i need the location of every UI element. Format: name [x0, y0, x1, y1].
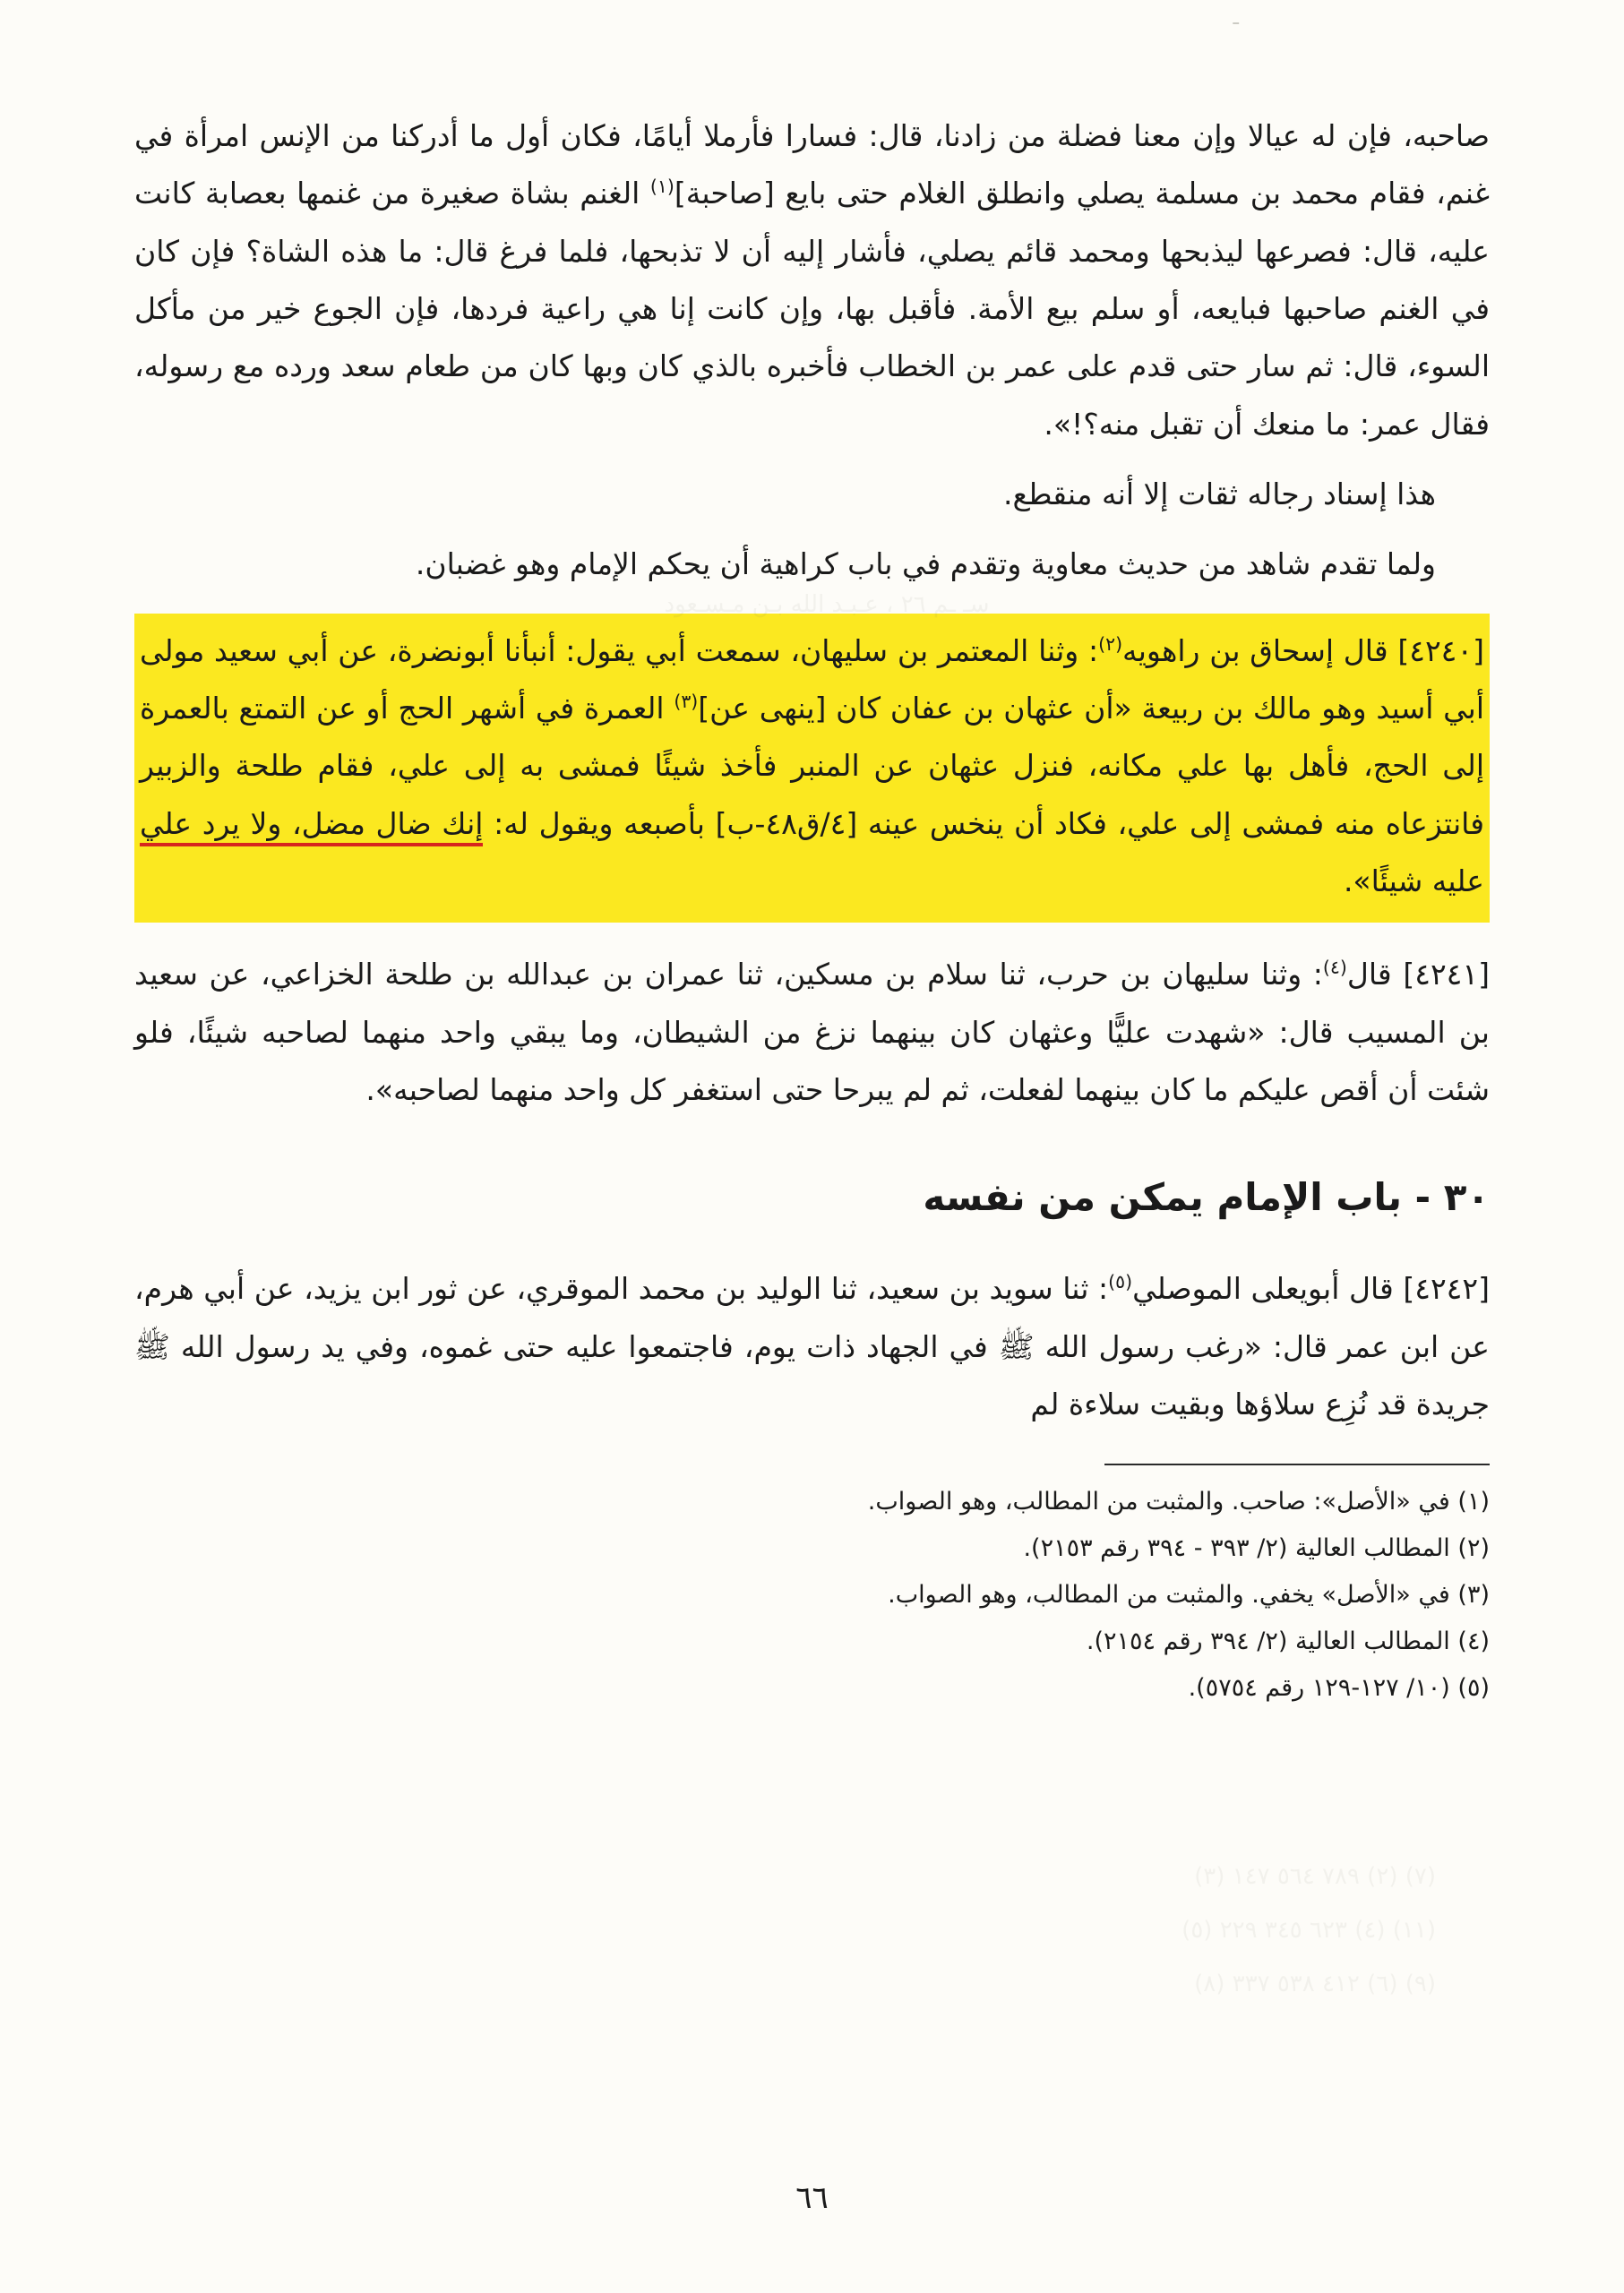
paragraph-isnad-comment: هذا إسناد رجاله ثقات إلا أنه منقطع.: [1003, 477, 1436, 512]
page-number: ٦٦: [795, 2180, 829, 2216]
page-body: [134, 107, 1490, 1711]
footnote-item: (٢) المطالب العالية (٢/ ٣٩٣ - ٣٩٤ رقم ٢١٥٣).: [1023, 1534, 1490, 1563]
paragraph-hadith-4242: [٤٢٤٢] قال أبويعلى الموصلي$^{(٥)}$: ثنا سويد بن سعيد، ثنا الوليد بن محمد الموقري، عن ثور ابن يزيد، عن أبي هرم، عن ابن عمر قال: «رغب رسول الله ﷺ في الجهاد ذات يوم، فاجتمعوا عليه حتى غموه، وفي يد رسول الله ﷺ جريدة قد نُزِع سلاؤها وبقيت سلاءة لم: [134, 1271, 1491, 1422]
footnote-item: (٤) المطالب العالية (٢/ ٣٩٤ رقم ٢١٥٤).: [1086, 1627, 1490, 1656]
paragraph-witness-note: ولما تقدم شاهد من حديث معاوية وتقدم في باب كراهية أن يحكم الإمام وهو غضبان.: [415, 546, 1436, 582]
ghost-bleed-line-2: (٧) (٢) ٧٨٩ ٥٦٤ ١٤٧ (٣): [1194, 1863, 1436, 1890]
red-underlined-phrase: إنك ضال مضل، ولا يرد علي: [140, 806, 483, 846]
paragraph-hadith-4241: [٤٢٤١] قال$^{(٤)}$: وثنا سليهان بن حرب، ثنا سلام بن مسكين، ثنا عمران بن عبدالله بن طلحة الخزاعي، عن سعيد بن المسيب قال: «شهدت عليًّا وعثهان كان بينهما نزغ من الشيطان، وما يبقي واحد منهما لصاحبه شيئًا، فلو شئت أن أقص عليكم ما كان بينهما لفعلت، ثم لم يبرحا حتى استغفر كل واحد منهما لصاحبه».: [134, 957, 1490, 1108]
top-stray-mark: ـ: [1233, 7, 1239, 30]
chapter-heading: ٣٠ - باب الإمام يمكن من نفسه: [923, 1174, 1490, 1219]
paragraph-narration-continued: صاحبه، فإن له عيالا وإن معنا فضلة من زادنا، قال: فسارا فأرملا أيامًا، فكان أول ما أدركنا من الإنس امرأة في غنم، فقام محمد بن مسلمة يصلي وانطلق الغلام حتى بايع [صاحبة]$^{(١)}$ الغنم بشاة صغيرة من غنمها بعصابة كانت عليه، قال: فصرعها ليذبحها ومحمد قائم يصلي، فأشار إليه أن لا تذبحها، فلما فرغ قال: ما هذه الشاة؟ فإن كان في الغنم صاحبها فبايعه، أو سلم بيع الأمة. فأقبل بها، وإن كانت إنا هي راعية فردها، فإن الجوع خير من مأكل السوء، قال: ثم سار حتى قدم على عمر بن الخطاب فأخبره بالذي كان وبها كان من طعام سعد ورده مع رسوله، فقال عمر: ما منعك أن تقبل منه؟!».: [134, 118, 1491, 442]
highlight-text-before: [٤٢٤٠] قال إسحاق بن راهويه$^{(٢)}$: وثنا المعتمر بن سليهان، سمعت أبي يقول: أنبأنا أبونضرة، عن أبي سعيد مولى أبي أسيد وهو مالك بن ربيعة «أن عثهان بن عفان كان [ينهى عن]$^{(٣)}$ العمرة في أشهر الحج أو عن التمتع بالعمرة إلى الحج، فأهل بها علي مكانه، فنزل عثهان عن المنبر فأخذ شيئًا فمشى به إلى علي، فقام طلحة والزبير فانتزعاه منه فمشى إلى علي، فكاد أن ينخس عينه [٤/ق٤٨-ب] بأصبعه ويقول له:: [140, 632, 1485, 841]
footnote-item: (٣) في «الأصل» يخفي. والمثبت من المطالب، وهو الصواب.: [888, 1581, 1490, 1610]
footnote-item: (٥) (١٠/ ١٢٧-١٢٩ رقم ٥٧٥٤).: [1188, 1674, 1490, 1703]
ghost-bleed-line-4: (٩) (٦) ٤١٢ ٥٣٨ ٣٣٧ (٨): [1194, 1971, 1436, 1997]
footnote-divider: [1104, 1464, 1490, 1465]
highlighted-hadith-4240: [134, 614, 1490, 923]
highlighted-hadith-text: [140, 623, 1484, 911]
ghost-bleed-line-3: (١١) (٤) ٦٢٣ ٣٤٥ ٢٢٩ (٥): [1181, 1917, 1436, 1944]
ghost-bleed-line-1: سـ ـم ٢٦ ، عـبـد الله بـن مـسـعود: [664, 591, 990, 618]
highlight-text-after: عليه شيئًا».: [1343, 863, 1484, 899]
footnotes-section: [134, 1480, 1490, 1711]
footnote-item: (١) في «الأصل»: صاحب. والمثبت من المطالب، وهو الصواب.: [867, 1488, 1490, 1516]
